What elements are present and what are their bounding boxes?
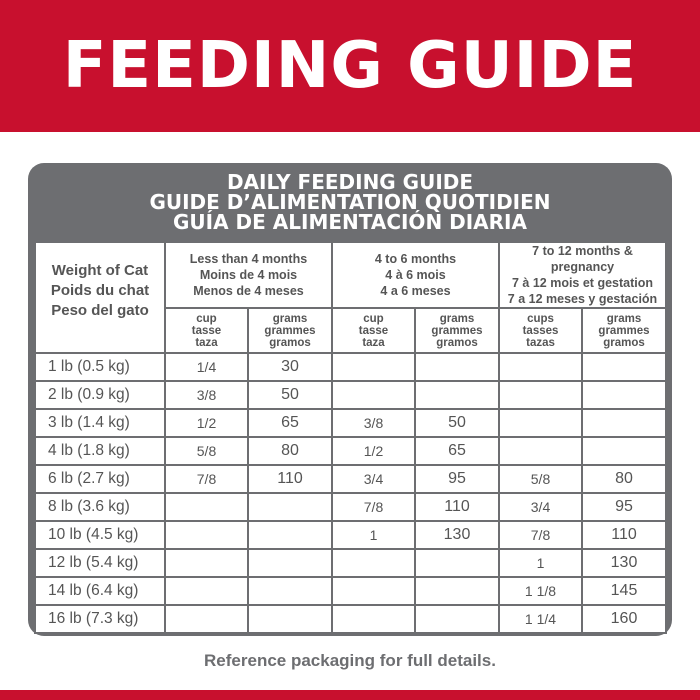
weight-cell: 1 lb (0.5 kg) bbox=[36, 354, 164, 380]
grams-cell bbox=[249, 522, 331, 548]
table-row bbox=[36, 382, 665, 408]
age-group-header-1: Less than 4 months Moins de 4 mois Menos de 4 meses bbox=[166, 243, 331, 307]
grams-unit-header: grams grammes gramos bbox=[416, 309, 498, 352]
cup-cell bbox=[333, 578, 414, 604]
header-banner bbox=[0, 0, 700, 132]
table-row bbox=[36, 410, 665, 436]
cup-cell bbox=[166, 522, 247, 548]
title-french: GUIDE D’ALIMENTATION QUOTIDIEN bbox=[149, 190, 551, 214]
weight-cell: 12 lb (5.4 kg) bbox=[36, 550, 164, 576]
cup-cell: 3/8 bbox=[333, 410, 414, 436]
cup-cell bbox=[166, 606, 247, 632]
grams-cell bbox=[583, 438, 665, 464]
cup-cell: 1 bbox=[333, 522, 414, 548]
cup-cell bbox=[333, 606, 414, 632]
grams-cell bbox=[249, 494, 331, 520]
grams-cell bbox=[249, 550, 331, 576]
table-row bbox=[36, 466, 665, 492]
table-row bbox=[36, 494, 665, 520]
cup-cell: 7/8 bbox=[166, 466, 247, 492]
cup-cell bbox=[333, 354, 414, 380]
cup-cell: 5/8 bbox=[166, 438, 247, 464]
grams-cell: 65 bbox=[249, 410, 331, 436]
grams-cell bbox=[416, 578, 498, 604]
cup-cell: 1 bbox=[500, 550, 581, 576]
grams-cell: 95 bbox=[583, 494, 665, 520]
grams-cell bbox=[416, 382, 498, 408]
weight-cell: 2 lb (0.9 kg) bbox=[36, 382, 164, 408]
cup-cell bbox=[166, 578, 247, 604]
cup-cell bbox=[500, 410, 581, 436]
bottom-accent-bar bbox=[0, 690, 700, 700]
cup-cell bbox=[166, 494, 247, 520]
cup-unit-header: cup tasse taza bbox=[333, 309, 414, 352]
age-group-header-3: 7 to 12 months & pregnancy 7 à 12 mois et gestation 7 a 12 meses y gestación bbox=[500, 243, 665, 307]
grams-cell bbox=[583, 382, 665, 408]
cup-cell: 1/2 bbox=[333, 438, 414, 464]
footer-note: Reference packaging for full details. bbox=[204, 651, 496, 670]
weight-cell: 8 lb (3.6 kg) bbox=[36, 494, 164, 520]
grams-cell: 160 bbox=[583, 606, 665, 632]
cup-cell: 7/8 bbox=[500, 522, 581, 548]
grams-cell: 130 bbox=[583, 550, 665, 576]
grams-cell: 80 bbox=[583, 466, 665, 492]
cup-cell: 1/4 bbox=[166, 354, 247, 380]
cup-cell bbox=[500, 438, 581, 464]
weight-cell: 14 lb (6.4 kg) bbox=[36, 578, 164, 604]
cup-cell: 5/8 bbox=[500, 466, 581, 492]
table-row bbox=[36, 550, 665, 576]
grams-cell: 50 bbox=[416, 410, 498, 436]
cup-cell: 1/2 bbox=[166, 410, 247, 436]
cup-cell bbox=[500, 382, 581, 408]
cup-cell: 7/8 bbox=[333, 494, 414, 520]
cup-unit-header: cups tasses tazas bbox=[500, 309, 581, 352]
cup-cell: 3/4 bbox=[333, 466, 414, 492]
cup-cell: 1 1/4 bbox=[500, 606, 581, 632]
cup-cell bbox=[166, 550, 247, 576]
title-english: DAILY FEEDING GUIDE bbox=[226, 170, 474, 194]
grams-cell: 80 bbox=[249, 438, 331, 464]
grams-unit-header: grams grammes gramos bbox=[583, 309, 665, 352]
grams-cell bbox=[249, 606, 331, 632]
table-row bbox=[36, 354, 665, 380]
grams-cell bbox=[583, 354, 665, 380]
cup-cell bbox=[500, 354, 581, 380]
cup-cell: 1 1/8 bbox=[500, 578, 581, 604]
weight-cell: 10 lb (4.5 kg) bbox=[36, 522, 164, 548]
grams-cell: 65 bbox=[416, 438, 498, 464]
weight-header: Weight of Cat Poids du chat Peso del gato bbox=[36, 243, 164, 352]
weight-cell: 16 lb (7.3 kg) bbox=[36, 606, 164, 632]
grams-cell bbox=[583, 410, 665, 436]
title-spanish: GUÍA DE ALIMENTACIÓN DIARIA bbox=[173, 210, 527, 234]
grams-cell bbox=[416, 550, 498, 576]
grams-cell: 50 bbox=[249, 382, 331, 408]
grams-cell: 130 bbox=[416, 522, 498, 548]
cup-cell: 3/8 bbox=[166, 382, 247, 408]
banner-title: FEEDING GUIDE bbox=[62, 29, 638, 103]
weight-cell: 4 lb (1.8 kg) bbox=[36, 438, 164, 464]
grams-cell: 110 bbox=[249, 466, 331, 492]
grams-cell: 95 bbox=[416, 466, 498, 492]
cup-cell bbox=[333, 550, 414, 576]
grams-cell: 30 bbox=[249, 354, 331, 380]
grams-cell bbox=[249, 578, 331, 604]
age-group-header-2: 4 to 6 months 4 à 6 mois 4 a 6 meses bbox=[333, 243, 498, 307]
weight-cell: 6 lb (2.7 kg) bbox=[36, 466, 164, 492]
weight-cell: 3 lb (1.4 kg) bbox=[36, 410, 164, 436]
grams-unit-header: grams grammes gramos bbox=[249, 309, 331, 352]
table-row bbox=[36, 438, 665, 464]
cup-cell: 3/4 bbox=[500, 494, 581, 520]
feeding-table bbox=[34, 241, 667, 634]
cup-unit-header: cup tasse taza bbox=[166, 309, 247, 352]
table-row bbox=[36, 522, 665, 548]
grams-cell bbox=[416, 606, 498, 632]
table-row bbox=[36, 578, 665, 604]
grams-cell bbox=[416, 354, 498, 380]
panel-title bbox=[28, 163, 672, 241]
grams-cell: 110 bbox=[416, 494, 498, 520]
cup-cell bbox=[333, 382, 414, 408]
grams-cell: 145 bbox=[583, 578, 665, 604]
table-row bbox=[36, 606, 665, 632]
grams-cell: 110 bbox=[583, 522, 665, 548]
